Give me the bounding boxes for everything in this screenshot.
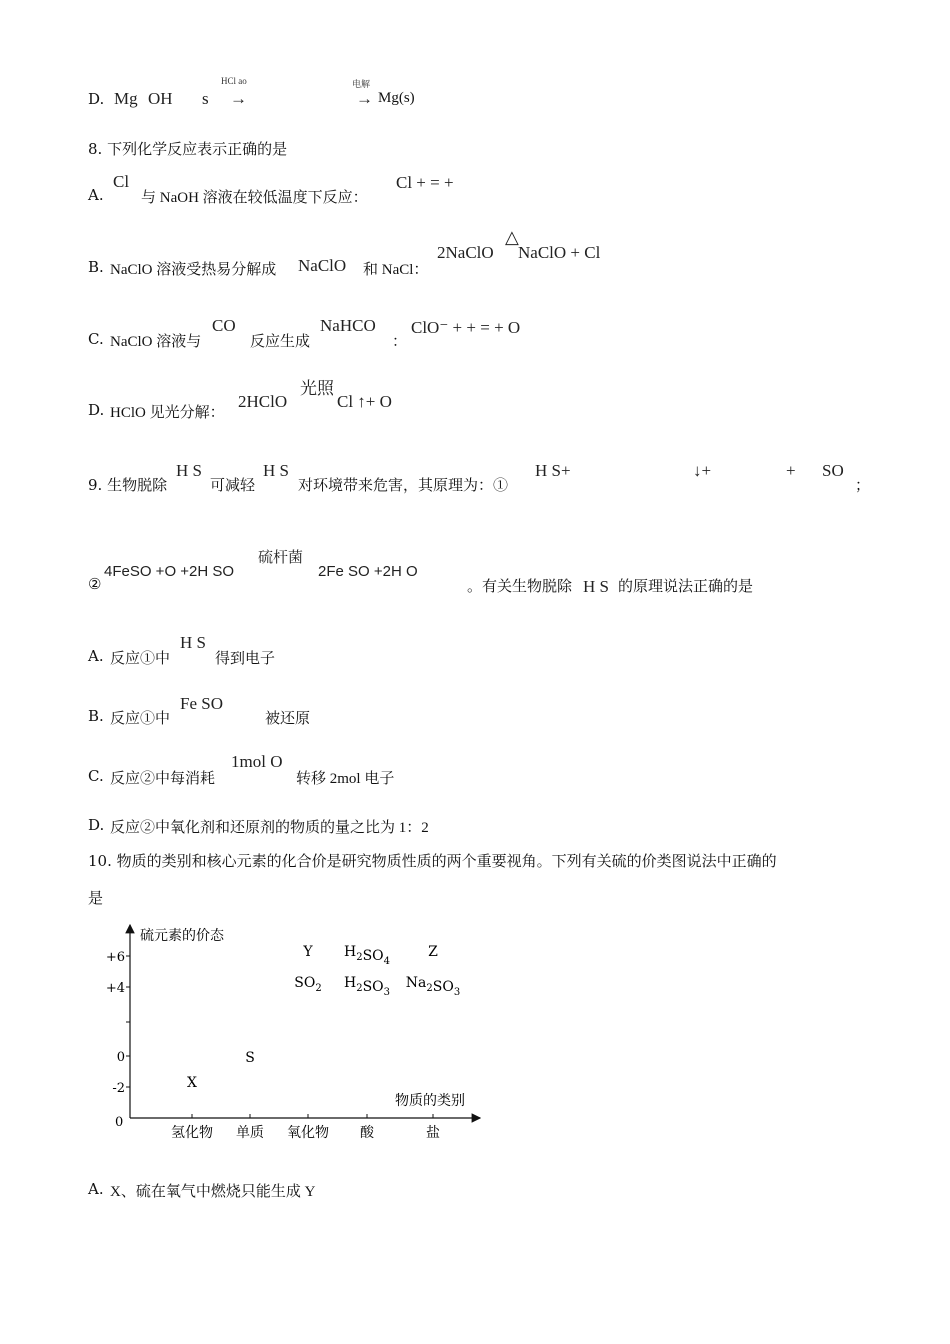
q7d-mg: Mg: [114, 89, 138, 108]
y-tick-label: 0: [116, 1050, 125, 1065]
q8c-nahco3: NaHCO: [320, 316, 376, 335]
q8d-eq-left: 2HClO: [238, 392, 288, 411]
q7d-arrow-2: →: [356, 89, 373, 108]
q9b-label: B.: [88, 707, 104, 725]
y-axis-label: 硫元素的价态: [140, 928, 224, 944]
q9-eq1-b: ↓+: [693, 461, 712, 480]
q8b-heat-triangle: △: [505, 227, 519, 247]
q8d-eq-right: Cl ↑+ O: [337, 392, 392, 411]
q9a-text2: 得到电子: [215, 651, 276, 667]
data-point-label: $H_2SO_3$: [343, 975, 391, 998]
q9-eq2-condition: 硫杆菌: [258, 549, 304, 566]
q9d-text: 反应②中氧化剂和还原剂的物质的量之比为 1：2: [110, 820, 429, 836]
q8a-equation: Cl + = +: [396, 173, 454, 192]
x-tick-label: 酸: [360, 1125, 374, 1141]
q9-eq2-right: 2Fe SO +2H O: [318, 563, 418, 580]
data-point-label: Z: [428, 944, 438, 960]
data-point-label: Y: [303, 944, 313, 960]
q9-eq1-a: H S+: [535, 461, 571, 480]
q8b-eq-left: 2NaClO: [437, 243, 494, 262]
q9-h2s-a: H S: [176, 461, 202, 480]
q8b-label: B.: [88, 258, 104, 276]
y-tick-label: +4: [105, 981, 125, 996]
q8c-text1: NaClO 溶液与: [110, 334, 202, 350]
x-axis-label: 物质的类别: [395, 1093, 465, 1109]
q9-h2s-b: H S: [263, 461, 289, 480]
q9b-text1: 反应①中: [110, 711, 171, 727]
q9-stem-5: 的原理说法正确的是: [618, 579, 754, 595]
x-tick-label: 氢化物: [171, 1125, 213, 1141]
q9-circle-2: ②: [88, 575, 102, 593]
q7d-label: D.: [88, 90, 105, 108]
q8d-text: HClO 见光分解：: [110, 405, 225, 421]
data-point-label: $Na_2SO_3$: [405, 975, 461, 998]
q9c-label: C.: [88, 767, 104, 785]
q9c-formula: 1mol O: [231, 752, 283, 771]
x-tick-label: 氧化物: [287, 1125, 329, 1141]
y-tick-label: -2: [112, 1081, 125, 1096]
q8c-colon: ：: [392, 334, 408, 350]
q7d-condition-electrolysis: 电解: [352, 79, 371, 89]
origin-label: 0: [115, 1115, 124, 1130]
q9-eq1-c: +: [786, 461, 796, 480]
q9a-text1: 反应①中: [110, 651, 171, 667]
q8c-co2: CO: [212, 316, 236, 335]
q7d-product: Mg(s): [378, 90, 415, 106]
data-point-label: X: [187, 1075, 197, 1091]
q8b-eq-right: NaClO + Cl: [518, 243, 601, 262]
q8d-label: D.: [88, 401, 105, 419]
x-tick-label: 单质: [236, 1125, 264, 1141]
q9-eq2-left: 4FeSO +O +2H SO: [104, 563, 235, 580]
x-tick-label: 盐: [426, 1125, 440, 1141]
data-point-label: S: [245, 1050, 255, 1066]
q10-stem-2: 是: [88, 889, 104, 907]
q9-h2s-c: H S: [583, 577, 609, 596]
q8c-equation: ClO⁻ + + = + O: [411, 318, 521, 337]
q8a-text: 与 NaOH 溶液在较低温度下反应：: [141, 190, 368, 206]
q9b-formula: Fe SO: [180, 694, 223, 713]
q8d-condition-light: 光照: [300, 379, 334, 398]
q8a-label: A.: [88, 186, 104, 204]
q9a-formula: H S: [180, 633, 206, 652]
q8c-text2: 反应生成: [250, 334, 311, 350]
q8b-text2: 和 NaCl：: [363, 262, 429, 278]
q9b-text2: 被还原: [265, 711, 311, 727]
sulfur-valence-chart: [95, 915, 495, 1150]
q7d-s: s: [202, 89, 209, 108]
q8a-cl2: Cl: [113, 172, 130, 191]
q10a-text: X、硫在氧气中燃烧只能生成 Y: [110, 1184, 316, 1200]
q9a-label: A.: [88, 647, 104, 665]
q7d-condition-hcl: HCl ao: [221, 76, 247, 86]
q9-stem-4: 。有关生物脱除: [467, 579, 573, 595]
q9-eq1-d: SO: [822, 461, 844, 480]
q7d-arrow-1: →: [230, 89, 247, 108]
q9-eq1-end: ；: [855, 478, 871, 494]
q8c-label: C.: [88, 330, 104, 348]
q10-stem-1: 10. 物质的类别和核心元素的化合价是研究物质性质的两个重要视角。下列有关硫的价类图说法中正确的: [88, 852, 777, 870]
q9-option-d: D.: [88, 816, 105, 834]
q9-stem-3: 对环境带来危害，其原理为：①: [298, 478, 509, 494]
data-point-label: $H_2SO_4$: [343, 944, 391, 967]
q8b-naclo3: NaClO: [298, 256, 347, 275]
data-point-label: $SO_2$: [294, 975, 322, 994]
q8-stem: 8. 下列化学反应表示正确的是: [88, 140, 288, 158]
q9-stem-2: 可减轻: [210, 478, 256, 494]
q9c-text1: 反应②中每消耗: [110, 771, 216, 787]
q9-stem-1: 9. 生物脱除: [88, 476, 168, 494]
q8b-text1: NaClO 溶液受热易分解成: [110, 262, 277, 278]
q9c-text2: 转移 2mol 电子: [296, 771, 395, 787]
q7d-oh: OH: [148, 89, 173, 108]
q10a-label: A.: [88, 1180, 104, 1198]
y-tick-label: +6: [105, 950, 125, 965]
